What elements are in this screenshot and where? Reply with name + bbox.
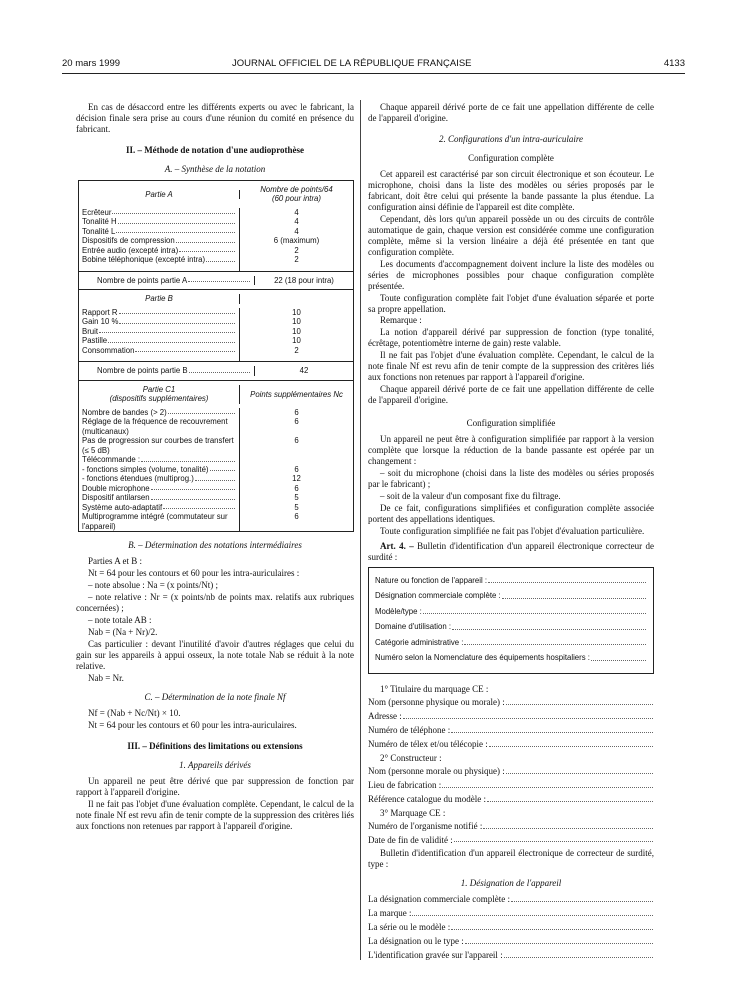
simplified-config-body <box>368 434 654 537</box>
dot-leader <box>119 317 235 324</box>
dot-leader <box>206 255 235 262</box>
form-label: Adresse : <box>368 710 402 721</box>
label-text: Bruit <box>82 326 99 336</box>
form-line <box>368 725 654 736</box>
table-header-cell: Nombre de points/64 (60 pour intra) <box>260 184 333 204</box>
subsection-c-body <box>76 708 354 731</box>
section-3-heading: III. – Définitions des limitations ou extensions <box>127 740 303 751</box>
label-text: Bobine téléphonique (excepté intra) <box>82 255 206 265</box>
table-row <box>79 255 353 265</box>
table-cell-value: 10 <box>292 317 301 327</box>
article-4-number: Art. 4. – <box>380 540 414 551</box>
dot-leader <box>176 236 235 243</box>
form-line <box>368 908 654 919</box>
table-cell-value: 6 (maximum) <box>273 236 320 246</box>
form-label: La marque : <box>368 908 412 919</box>
label-text: Double microphone <box>82 483 150 493</box>
table-row <box>79 346 353 356</box>
complete-config-body <box>368 169 654 406</box>
table-row <box>79 236 353 246</box>
dot-leader <box>210 465 235 472</box>
form-line <box>368 894 654 905</box>
table-header-cell: Partie A <box>79 190 240 200</box>
table-cell-value: 6 <box>294 464 299 474</box>
dot-leader <box>506 697 653 705</box>
table-cell-value: 6 <box>294 436 299 446</box>
label-text: Consommation <box>82 345 135 355</box>
dot-leader <box>163 503 235 510</box>
paragraph: Toute configuration complète fait l'objet d'une évaluation séparée et porte sa propre appellation. <box>368 292 654 314</box>
form-line <box>368 936 654 947</box>
left-column <box>76 102 354 833</box>
label-with-leader <box>82 493 236 503</box>
form-label: Domaine d'utilisation : <box>375 622 452 632</box>
label-text: Multiprogramme intégré (commutateur sur l'appareil) <box>82 512 228 531</box>
table-cell-label <box>79 512 240 531</box>
table-spacer <box>79 265 353 271</box>
right-column <box>368 102 654 964</box>
form-line <box>375 653 647 663</box>
label-with-leader <box>97 366 251 376</box>
dot-leader <box>116 227 235 234</box>
intro-paragraph: En cas de désaccord entre les différents experts ou avec le fabricant, la décision finale sera prise au cours d'une réunion du comité en présence du fabricant. <box>76 102 354 134</box>
table-cell-label <box>79 317 240 327</box>
form-line <box>368 835 654 846</box>
form-label: Catégorie administrative : <box>375 637 464 647</box>
table-cell <box>240 355 353 361</box>
simplified-config-heading: Configuration simplifiée <box>466 418 556 429</box>
table-cell-value: 2 <box>294 255 299 265</box>
label-text: - fonctions étendues (multiprog.) <box>82 474 194 484</box>
table-spacer <box>79 355 353 361</box>
label-text: Nombre de points partie A <box>97 275 188 285</box>
table-cell-value: 12 <box>292 474 301 484</box>
label-with-leader <box>82 327 236 337</box>
article-4-text: Bulletin d'identification d'un appareil électronique correcteur de surdité : <box>368 540 654 562</box>
table-row <box>79 493 353 503</box>
subsection-b-heading: B. – Détermination des notations intermédiaires <box>128 540 302 551</box>
label-with-leader <box>82 455 236 465</box>
table-header-row <box>79 290 353 308</box>
subsection-a-heading: A. – Synthèse de la notation <box>164 163 266 174</box>
dot-leader <box>451 922 653 930</box>
table-header-cell: Points supplémentaires Nc <box>250 389 343 399</box>
label-with-leader <box>82 408 236 418</box>
paragraph: Cependant, dès lors qu'un appareil possède un ou des circuits de contrôle automatique de gain, chaque version est considérée comme une configuration complète, même si la version linéaire a déjà été présentée en tant que configuration complète. <box>368 213 654 257</box>
form-label: Référence catalogue du modèle : <box>368 793 486 804</box>
paragraph: Il ne fait pas l'objet d'une évaluation complète. Cependant, le calcul de la note finale Nf est revu afin de tenir compte de la suppression des critères liés aux fonctions non retenues par rapport à l'appareil d'origine. <box>76 798 354 831</box>
label-text: Gain 10 % <box>82 317 119 327</box>
form-line <box>375 576 647 586</box>
table-total-row <box>79 361 353 381</box>
identification-form <box>368 684 654 961</box>
label-with-leader <box>82 255 236 265</box>
table-cell-label <box>79 465 240 475</box>
form-line <box>375 622 647 632</box>
derived-name-paragraph: Chaque appareil dérivé porte de ce fait une appellation différente de celle de l'appareil d'origine. <box>368 102 654 123</box>
table-cell-label <box>79 327 240 337</box>
table-cell-label <box>79 208 240 218</box>
table-row <box>79 436 353 455</box>
label-with-leader <box>82 308 236 318</box>
label-with-leader <box>82 227 236 237</box>
form-line <box>368 794 654 805</box>
dot-leader <box>135 346 235 353</box>
table-cell-label <box>79 308 240 318</box>
table-row <box>79 208 353 218</box>
table-cell-label <box>79 493 240 503</box>
section-2-heading: II. – Méthode de notation d'une audioprothèse <box>125 144 305 155</box>
header-title: JOURNAL OFFICIEL DE LA RÉPUBLIQUE FRANÇAISE <box>232 58 472 69</box>
table-cell-value: 4 <box>294 217 299 227</box>
dot-leader <box>112 208 235 215</box>
table-cell-label <box>79 246 240 256</box>
table-row <box>79 246 353 256</box>
form-label: Numéro de téléphone : <box>368 724 451 735</box>
table-header-row <box>79 181 353 208</box>
dot-leader <box>591 653 646 661</box>
paragraph: Nf = (Nab + Nc/Nt) × 10. <box>88 707 181 718</box>
complete-config-heading: Configuration complète <box>468 152 554 163</box>
form-line <box>368 922 654 933</box>
table-cell <box>240 265 353 271</box>
label-with-leader <box>82 317 236 327</box>
form-line <box>368 711 654 722</box>
table-cell <box>240 294 353 304</box>
dot-leader <box>189 366 250 373</box>
form-label: Date de fin de validité : <box>368 834 453 845</box>
table-row <box>79 417 353 436</box>
dot-leader <box>464 638 646 646</box>
manufacturer-heading: 2° Constructeur : <box>380 752 442 763</box>
paragraph: La notion d'appareil dérivé par suppression de fonction (type tonalité, écrêtage, potentiomètre interne de gain) reste valable. <box>368 327 654 349</box>
form-label: L'identification gravée sur l'appareil : <box>368 950 503 961</box>
dot-leader <box>403 711 653 719</box>
identification-box <box>368 567 654 674</box>
header-date: 20 mars 1999 <box>62 58 121 69</box>
dot-leader <box>412 908 653 916</box>
table-cell-label <box>79 474 240 484</box>
label-with-leader <box>82 503 236 513</box>
table-cell-value: 10 <box>292 326 301 336</box>
article-4 <box>368 541 654 563</box>
form-label: Désignation commerciale complète : <box>375 591 501 601</box>
table-cell <box>79 355 240 361</box>
configurations-heading: 2. Configurations d'un intra-auriculaire <box>438 133 584 144</box>
dot-leader <box>179 246 235 253</box>
form-label: Modèle/type : <box>375 606 422 616</box>
table-cell-value: 22 (18 pour intra) <box>274 275 334 285</box>
paragraph: Toute configuration simplifiée ne fait pas l'objet d'évaluation particulière. <box>380 525 645 536</box>
paragraph: Cas particulier : devant l'inutilité d'avoir d'autres réglages que celui du gain sur les appareils à appui osseux, la note totale Nab se réduit à la note relative. <box>76 639 354 672</box>
form-line <box>375 591 647 601</box>
label-with-leader <box>82 217 236 227</box>
table-cell-value: 4 <box>294 226 299 236</box>
form-label: Numéro de télex et/ou télécopie : <box>368 738 488 749</box>
paragraph: Nab = Nr. <box>88 673 124 683</box>
table-cell-label <box>79 236 240 246</box>
table-cell-label <box>79 227 240 237</box>
form-label: Numéro de l'organisme notifié : <box>368 820 483 831</box>
label-text: Tonalité H <box>82 217 117 227</box>
label-text: Pastille <box>82 336 108 346</box>
form-label: Lieu de fabrication : <box>368 779 442 790</box>
label-text: - fonctions simples (volume, tonalité) <box>82 464 209 474</box>
dot-leader <box>465 936 653 944</box>
table-cell-value: 10 <box>292 336 301 346</box>
dot-leader <box>108 336 235 343</box>
form-label: La désignation commerciale complète : <box>368 894 510 905</box>
table-body <box>79 408 353 532</box>
table-cell-value: 4 <box>294 207 299 217</box>
label-text: Tonalité L <box>82 226 116 236</box>
paragraph: – note absolue : Na = (x points/Nt) ; <box>88 580 219 591</box>
table-cell-value: 5 <box>294 502 299 512</box>
paragraph: Nab = (Na + Nr)/2. <box>88 627 158 638</box>
label-with-leader <box>82 474 236 484</box>
paragraph: Un appareil ne peut être dérivé que par suppression de fonction par rapport à l'appareil d'origine. <box>76 775 354 797</box>
table-cell-label <box>79 217 240 227</box>
table-row <box>79 336 353 346</box>
paragraph: Chaque appareil dérivé porte de ce fait une appellation différente de celle de l'appareil d'origine. <box>368 384 654 406</box>
dot-leader <box>502 591 646 599</box>
paragraph: Remarque : <box>380 315 422 326</box>
dot-leader <box>99 327 235 334</box>
dot-leader <box>506 766 653 774</box>
table-total-row <box>79 271 353 291</box>
table-cell-label <box>79 255 240 265</box>
paragraph: – note relative : Nr = (x points/nb de points max. relatifs aux rubriques concernées) ; <box>76 592 354 614</box>
subsection-b-body <box>76 556 354 684</box>
dot-leader <box>118 217 235 224</box>
label-text: Rapport R <box>82 307 118 317</box>
paragraph: Un appareil ne peut être à configuration simplifiée par rapport à la version complète que lorsque la réduction de la bande passante est opérée par un changement : <box>368 434 654 467</box>
derived-devices-body <box>76 776 354 832</box>
designation-heading: 1. Désignation de l'appareil <box>460 878 562 889</box>
label-with-leader <box>82 484 236 494</box>
label-with-leader <box>82 336 236 346</box>
table-row <box>79 317 353 327</box>
table-cell-label <box>79 276 255 286</box>
holder-heading: 1° Titulaire du marquage CE : <box>380 683 489 694</box>
dot-leader <box>141 455 235 462</box>
label-with-leader <box>82 236 236 246</box>
bulletin-paragraph: Bulletin d'identification d'un appareil électronique de correcteur de surdité, type : <box>368 848 654 870</box>
label-text: Réglage de la fréquence de recouvrement (multicanaux) <box>82 417 228 436</box>
table-row <box>79 408 353 418</box>
subsection-c-heading: C. – Détermination de la note finale Nf <box>144 691 286 702</box>
paragraph: – note totale AB : <box>88 615 152 626</box>
table-cell-label <box>79 503 240 513</box>
label-text: Entrée audio (excepté intra) <box>82 245 179 255</box>
table-cell-value: 6 <box>294 407 299 417</box>
paragraph: Les documents d'accompagnement doivent inclure la liste des modèles ou séries de microphones possibles pour chaque configuration complète présentée. <box>368 258 654 291</box>
table-row <box>79 308 353 318</box>
form-label: La série ou le modèle : <box>368 922 451 933</box>
table-row <box>79 512 353 531</box>
dot-leader <box>168 408 235 415</box>
table-header-cell: Partie C1 (dispositifs supplémentaires) <box>79 385 240 404</box>
dot-leader <box>423 607 646 615</box>
table-cell-value: 5 <box>294 493 299 503</box>
form-label: Nom (personne morale ou physique) : <box>368 765 505 776</box>
table-cell-value: 6 <box>294 512 299 522</box>
table-cell-label <box>79 484 240 494</box>
form-line <box>368 821 654 832</box>
form-line <box>368 739 654 750</box>
table-row <box>79 474 353 484</box>
label-with-leader <box>82 246 236 256</box>
table-row <box>79 503 353 513</box>
form-line <box>368 780 654 791</box>
column-divider <box>360 100 361 960</box>
header-rule <box>62 73 685 74</box>
ce-marking-heading: 3° Marquage CE : <box>380 807 446 818</box>
table-cell-label <box>79 346 240 356</box>
table-cell-value: 6 <box>294 483 299 493</box>
table-cell-value <box>240 455 353 465</box>
table-cell <box>79 265 240 271</box>
label-with-leader <box>97 276 251 286</box>
dot-leader <box>151 493 235 500</box>
table-cell-value: 42 <box>299 366 309 376</box>
form-line <box>368 950 654 961</box>
form-line <box>368 766 654 777</box>
table-header-row <box>79 381 353 408</box>
form-label: Nom (personne physique ou morale) : <box>368 696 505 707</box>
form-label: La désignation ou le type : <box>368 936 464 947</box>
table-body <box>79 208 353 265</box>
dot-leader <box>504 950 653 958</box>
dot-leader <box>511 894 653 902</box>
label-text: Nombre de bandes (> 2) <box>82 407 167 417</box>
table-cell-value: 2 <box>294 345 299 355</box>
label-text: Pas de progression sur courbes de transfert (≤ 5 dB) <box>82 436 234 455</box>
paragraph: Nt = 64 pour les contours et 60 pour les intra-auriculaires : <box>88 568 300 579</box>
table-row <box>79 227 353 237</box>
paragraph: – soit de la valeur d'un composant fixe du filtrage. <box>380 491 561 502</box>
table-cell-label <box>79 455 240 465</box>
dot-leader <box>483 821 653 829</box>
table-body <box>79 308 353 356</box>
table-cell-label <box>79 366 255 376</box>
label-text: Dispositif antilarsen <box>82 493 150 503</box>
dot-leader <box>151 484 235 491</box>
dot-leader <box>119 308 235 315</box>
paragraph: – soit du microphone (choisi dans la liste des modèles ou séries proposés par le fabricant) ; <box>368 468 654 490</box>
form-label: Nature ou fonction de l'appareil : <box>375 575 488 585</box>
table-cell-label <box>79 436 240 455</box>
table-cell-label <box>79 408 240 418</box>
table-row <box>79 455 353 465</box>
label-with-leader <box>82 417 236 436</box>
table-cell-label <box>79 417 240 436</box>
dot-leader <box>188 276 250 283</box>
dot-leader <box>488 576 646 584</box>
paragraph: Il ne fait pas l'objet d'une évaluation complète. Cependant, le calcul de la note finale Nf est revu afin de tenir compte de la suppression des critères liés aux fonctions non retenues par rapport à l'appareil d'origine. <box>368 350 654 383</box>
form-line <box>368 697 654 708</box>
dot-leader <box>489 739 653 747</box>
label-text: Nombre de points partie B <box>97 366 188 376</box>
label-with-leader <box>82 208 236 218</box>
dot-leader <box>487 794 653 802</box>
label-with-leader <box>82 465 236 475</box>
notation-table <box>78 180 354 533</box>
dot-leader <box>452 622 646 630</box>
table-row <box>79 217 353 227</box>
form-line <box>375 638 647 648</box>
table-row <box>79 484 353 494</box>
derived-devices-heading: 1. Appareils dérivés <box>179 759 251 770</box>
label-text: Télécommande : <box>82 455 141 465</box>
label-with-leader <box>82 436 236 455</box>
paragraph: De ce fait, configurations simplifiées et configuration complète associée portent des appellations identiques. <box>368 503 654 524</box>
table-row <box>79 465 353 475</box>
table-row <box>79 327 353 337</box>
header-page-number: 4133 <box>663 58 685 69</box>
form-line <box>375 607 647 617</box>
dot-leader <box>451 725 653 733</box>
dot-leader <box>454 835 653 843</box>
paragraph: Nt = 64 pour les contours et 60 pour les intra-auriculaires. <box>88 719 297 730</box>
label-text: Ecrêteur <box>82 207 112 217</box>
label-text: Dispositifs de compression <box>82 236 175 246</box>
table-cell-value: 10 <box>292 307 301 317</box>
dot-leader <box>195 474 235 481</box>
label-with-leader <box>82 346 236 356</box>
label-text: Système auto-adaptatif <box>82 502 163 512</box>
paragraph: Parties A et B : <box>88 556 142 567</box>
table-cell-value: 6 <box>294 417 299 427</box>
paragraph: Cet appareil est caractérisé par son circuit électronique et son écouteur. Le microphone, choisi dans la liste des modèles ou séries proposés par le fabricant, doit être celui qui présente la bande passante la plus étendue. La configuration ainsi définie de l'appareil est dite complète. <box>368 168 654 212</box>
table-header-cell: Partie B <box>79 294 240 304</box>
table-cell-value: 2 <box>294 245 299 255</box>
page-header <box>62 58 685 72</box>
table-cell-label <box>79 336 240 346</box>
label-with-leader <box>82 512 236 531</box>
dot-leader <box>442 780 653 788</box>
form-label: Numéro selon la Nomenclature des équipements hospitaliers : <box>375 653 590 663</box>
